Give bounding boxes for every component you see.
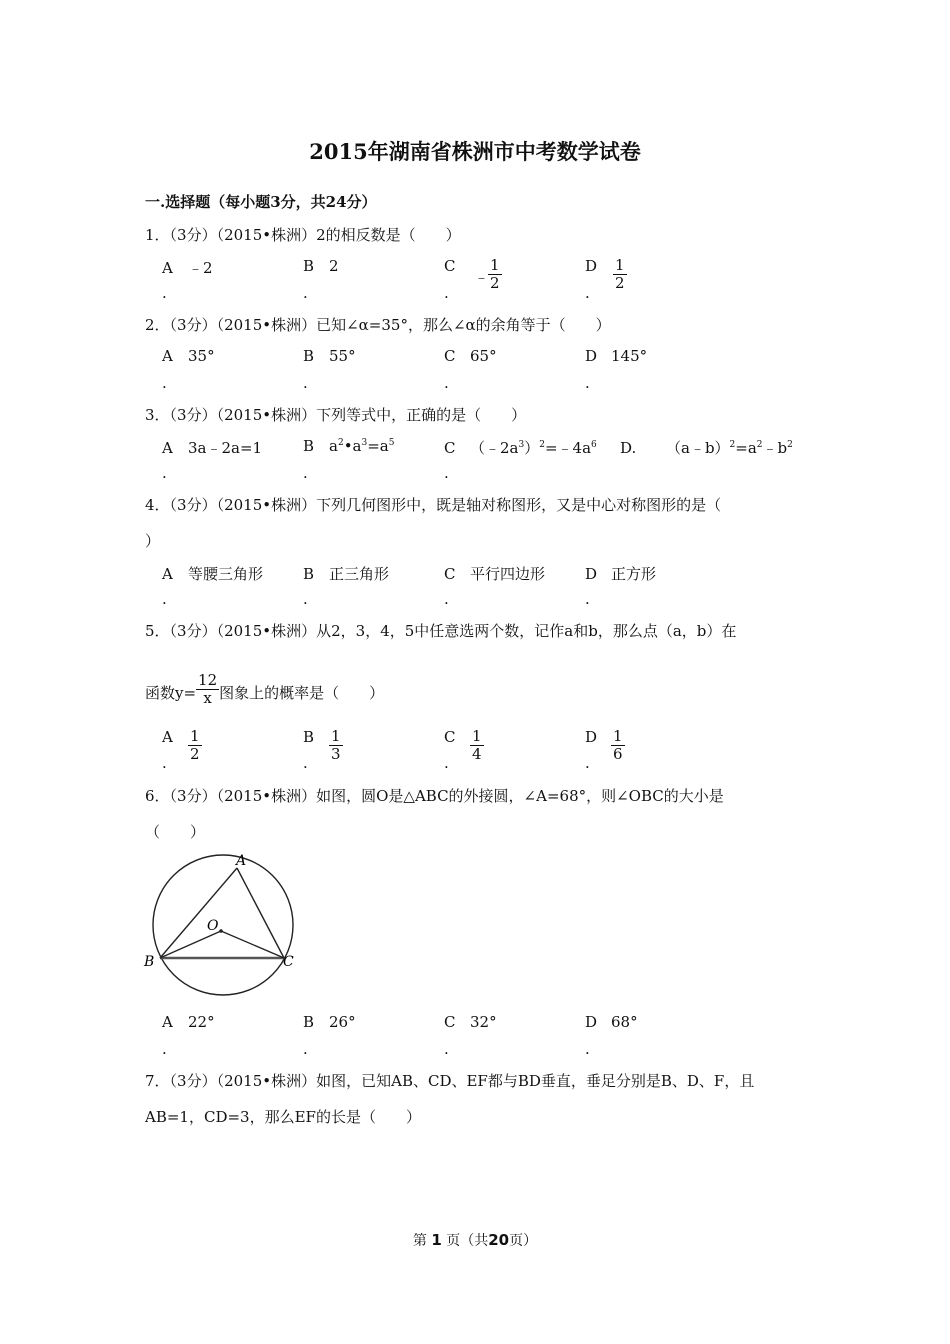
question-6-stem-cont: （ ） <box>145 823 206 841</box>
option-dot: . <box>303 590 308 608</box>
option-dot: . <box>585 754 590 772</box>
label-b: B <box>144 954 155 970</box>
q5-option-a[interactable]: A $\frac{1}{2}$ <box>162 727 200 763</box>
option-dot: . <box>303 754 308 772</box>
option-dot: . <box>444 1040 449 1058</box>
section-heading: 一.选择题（每小题3分，共24分） <box>145 193 377 211</box>
option-dot: . <box>444 754 449 772</box>
q6-option-a[interactable]: A 22° <box>162 1013 215 1031</box>
q2-option-a[interactable]: A 35° <box>162 347 215 365</box>
q6-option-c[interactable]: C 32° <box>444 1013 497 1031</box>
option-dot: . <box>585 284 590 302</box>
option-dot: . <box>444 284 449 302</box>
question-1-stem: 1．（3分）（2015•株洲）2的相反数是（ ） <box>145 226 461 244</box>
page-number: 1 <box>431 1231 442 1249</box>
q4-option-d[interactable]: D 正方形 <box>585 565 657 583</box>
question-5-stem-cont: 函数y= $\frac{12}{x}$ 图象上的概率是（ ） <box>145 671 385 707</box>
option-dot: . <box>303 1040 308 1058</box>
option-dot: . <box>303 284 308 302</box>
q4-option-c[interactable]: C 平行四边形 <box>444 565 546 583</box>
question-4-stem: 4．（3分）（2015•株洲）下列几何图形中，既是轴对称图形，又是中心对称图形的是（ <box>145 496 722 514</box>
question-7-stem: 7．（3分）（2015•株洲）如图，已知AB、CD、EF都与BD垂直，垂足分别是B、D、F，且 <box>145 1072 755 1090</box>
segment-oc <box>221 931 284 958</box>
q2-option-b[interactable]: B 55° <box>303 347 356 365</box>
label-c: C <box>283 954 294 970</box>
q6-option-d[interactable]: D 68° <box>585 1013 638 1031</box>
question-4-stem-cont: ） <box>145 532 161 550</box>
page-total: 20 <box>488 1231 510 1249</box>
question-3-stem: 3．（3分）（2015•株洲）下列等式中，正确的是（ ） <box>145 406 527 424</box>
question-7-stem-cont: AB=1，CD=3，那么EF的长是（ ） <box>145 1108 421 1126</box>
label-o: O <box>207 918 219 934</box>
option-dot: . <box>585 590 590 608</box>
q3-option-d[interactable]: D. $(a﹣b)^2=a^2﹣b^2$ <box>620 439 793 457</box>
fraction: $\frac{1}{2}$ <box>490 256 500 292</box>
q2-option-c[interactable]: C 65° <box>444 347 497 365</box>
question-2-stem: 2．（3分）（2015•株洲）已知∠α=35°，那么∠α的余角等于（ ） <box>145 316 611 334</box>
page-title: 2015年湖南省株洲市中考数学试卷 <box>309 139 641 164</box>
question-5-stem: 5．（3分）（2015•株洲）从2，3，4，5中任意选两个数，记作a和b，那么点（a，b）在 <box>145 622 737 640</box>
fraction: $\frac{1}{2}$ <box>615 256 625 292</box>
circle-triangle-figure <box>140 848 310 1008</box>
option-dot: . <box>162 754 167 772</box>
q1-option-c[interactable]: C ﹣ $\frac{1}{2}$ <box>444 256 500 292</box>
option-dot: . <box>303 464 308 482</box>
center-point <box>219 929 223 933</box>
option-dot: . <box>162 1040 167 1058</box>
option-dot: . <box>162 284 167 302</box>
q3-option-b[interactable]: B $a^2•a^3=a^5$ <box>303 437 395 455</box>
option-dot: . <box>444 464 449 482</box>
option-dot: . <box>444 590 449 608</box>
option-dot: . <box>303 374 308 392</box>
q3-option-c[interactable]: C $(﹣2a^3)^2=﹣4a^6$ <box>444 439 597 457</box>
circumcircle <box>153 855 293 995</box>
option-dot: . <box>585 1040 590 1058</box>
option-dot: . <box>162 374 167 392</box>
option-dot: . <box>162 590 167 608</box>
q6-option-b[interactable]: B 26° <box>303 1013 356 1031</box>
side-ab <box>160 868 237 958</box>
q1-option-b[interactable]: B 2 <box>303 257 339 275</box>
option-dot: . <box>444 374 449 392</box>
segment-ob <box>160 931 221 958</box>
function-fraction: $\frac{12}{x}$ <box>198 671 218 707</box>
q3-option-a[interactable]: A 3a﹣2a=1 <box>162 439 263 457</box>
q5-option-b[interactable]: B $\frac{1}{3}$ <box>303 727 341 763</box>
question-6-stem: 6．（3分）（2015•株洲）如图，圆O是△ABC的外接圆，∠A=68°，则∠OBC的大小是 <box>145 787 724 805</box>
q5-option-d[interactable]: D $\frac{1}{6}$ <box>585 727 623 763</box>
q1-option-a[interactable]: A ﹣2 <box>162 259 213 277</box>
q4-option-b[interactable]: B 正三角形 <box>303 565 390 583</box>
q1-option-d[interactable]: D $\frac{1}{2}$ <box>585 256 625 292</box>
label-a: A <box>236 853 247 869</box>
q4-option-a[interactable]: A 等腰三角形 <box>162 565 264 583</box>
page-footer: 第 1 页（共20页） <box>412 1231 538 1249</box>
option-dot: . <box>162 464 167 482</box>
q2-option-d[interactable]: D 145° <box>585 347 648 365</box>
q5-option-c[interactable]: C $\frac{1}{4}$ <box>444 727 482 763</box>
option-dot: . <box>585 374 590 392</box>
